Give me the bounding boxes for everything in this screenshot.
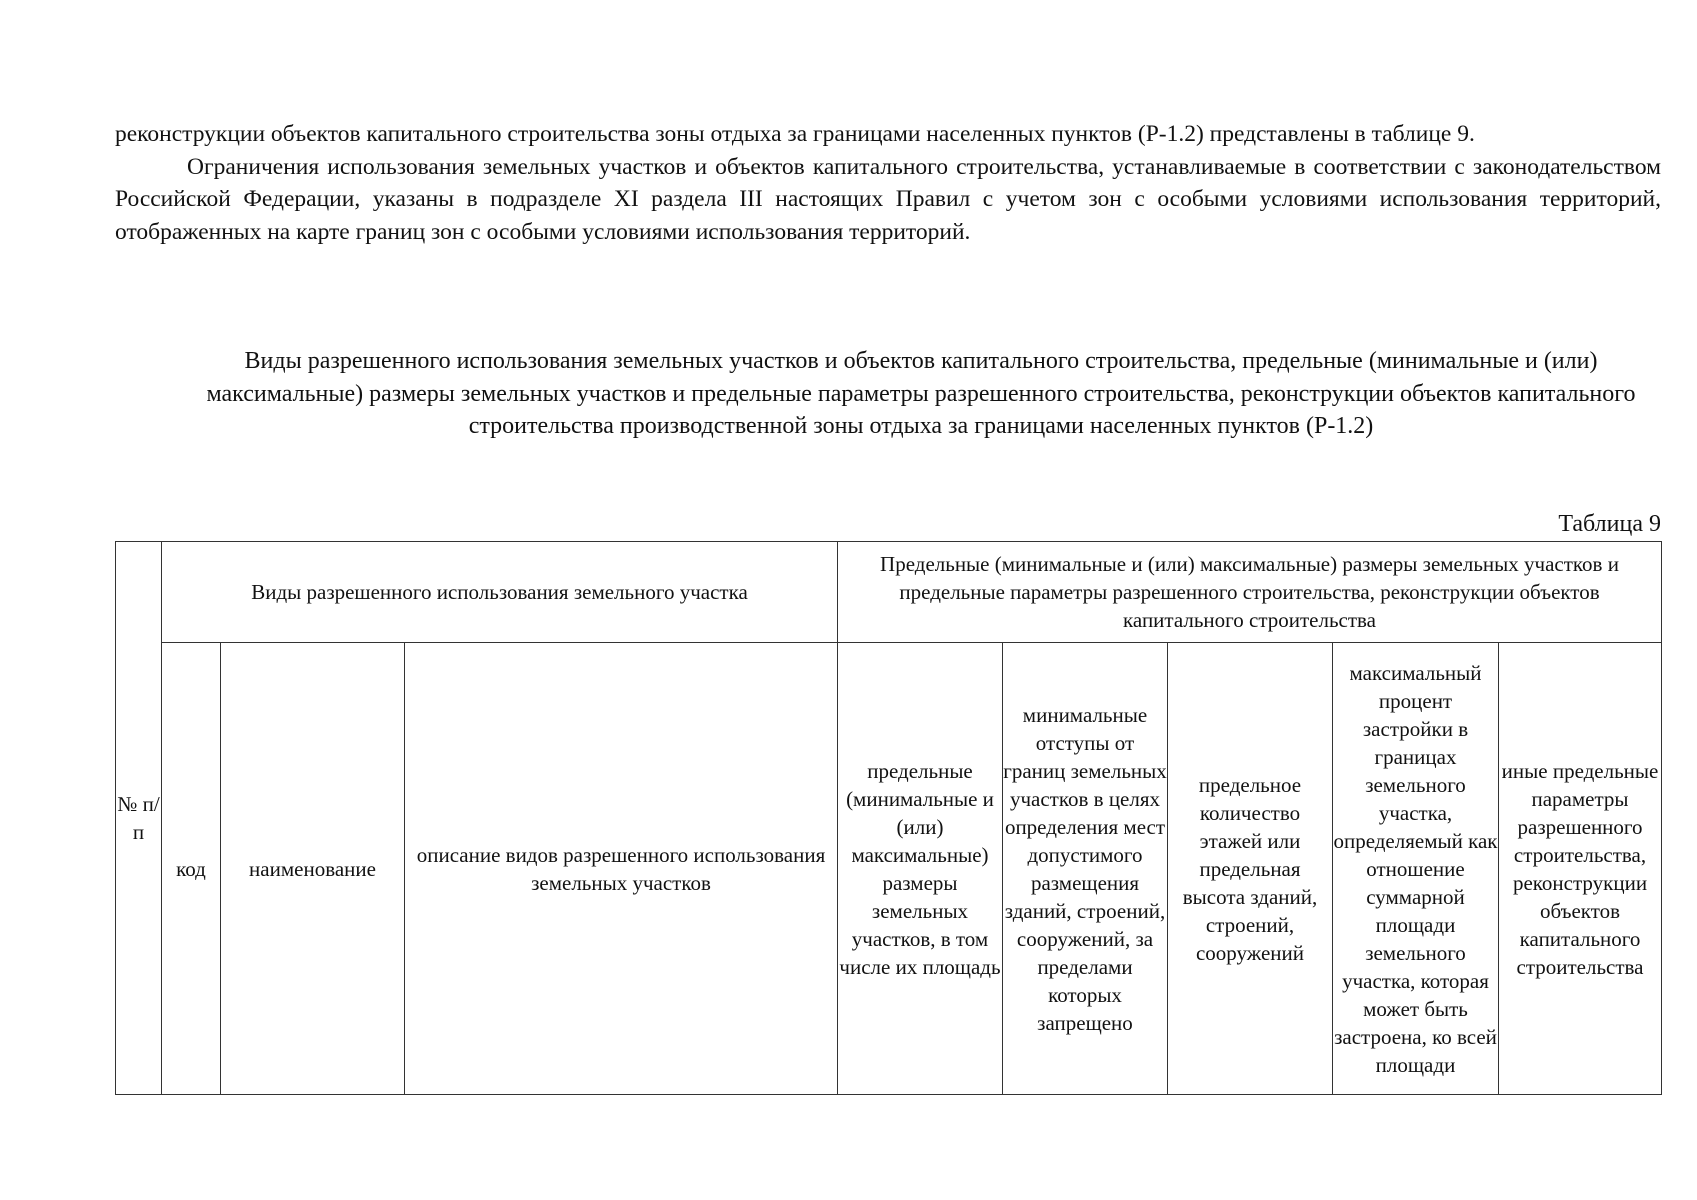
header-limit-parameters: Предельные (минимальные и (или) максимальные) размеры земельных участков и предельные параметры разрешенного строительства, реконструкции объектов капитального строительства	[838, 542, 1662, 643]
header-name: наименование	[221, 643, 405, 1095]
intro-text	[115, 118, 1661, 248]
table-header-row-2	[116, 643, 1662, 1095]
header-coverage: максимальный процент застройки в границах земельного участка, определяемый как отношение суммарной площади земельного участка, которая может быть застроена, ко всей площади	[1333, 643, 1499, 1095]
intro-paragraph-2: Ограничения использования земельных участков и объектов капитального строительства, устанавливаемые в соответствии с законодательством Российской Федерации, указаны в подразделе XI раздела III настоящих Правил с учетом зон с особыми условиями использования территорий, отображенных на карте границ зон с особыми условиями использования территорий.	[115, 153, 1661, 245]
header-setbacks: минимальные отступы от границ земельных участков в целях определения мест допустимого размещения зданий, строений, сооружений, за пределами которых запрещено	[1003, 643, 1168, 1095]
permitted-use-table	[115, 541, 1662, 1095]
header-code: код	[162, 643, 221, 1095]
header-floors: предельное количество этажей или предельная высота зданий, строений, сооружений	[1168, 643, 1333, 1095]
intro-paragraph-1: реконструкции объектов капитального строительства зоны отдыха за границами населенных пунктов (Р-1.2) представлены в таблице 9.	[115, 121, 1475, 147]
table-header-row-1	[116, 542, 1662, 643]
header-other-parameters: иные предельные параметры разрешенного строительства, реконструкции объектов капитального строительства	[1499, 643, 1662, 1095]
header-plot-size: предельные (минимальные и (или) максимальные) размеры земельных участков, в том числе их площадь	[838, 643, 1003, 1095]
header-permitted-uses: Виды разрешенного использования земельного участка	[162, 542, 838, 643]
table-label: Таблица 9	[1558, 511, 1661, 537]
header-number: № п/п	[116, 542, 162, 1095]
header-description: описание видов разрешенного использования земельных участков	[405, 643, 838, 1095]
table-heading: Виды разрешенного использования земельных участков и объектов капитального строительства, предельные (минимальные и (или) максимальные) размеры земельных участков и предельные параметры разрешенного строительства, реконструкции объектов капитального строительства производственной зоны отдыха за границами населенных пунктов (Р-1.2)	[206, 348, 1636, 440]
